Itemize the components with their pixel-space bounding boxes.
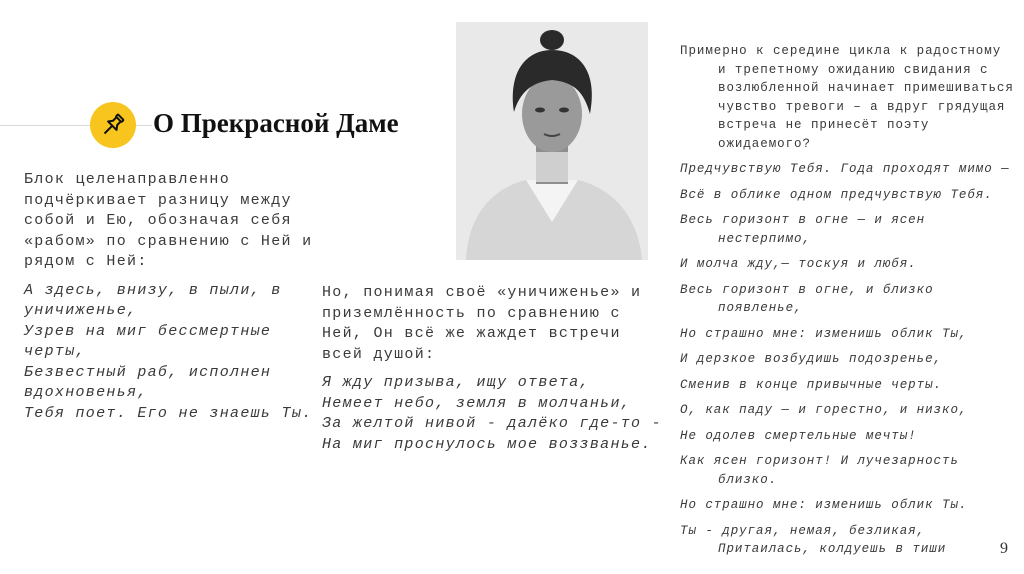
verse-line: Безвестный раб, исполнен вдохновенья,	[24, 363, 272, 401]
verse-line: Я жду призыва, ищу ответа,	[322, 374, 590, 391]
verse-line: Узрев на миг бессмертные черты,	[24, 322, 272, 360]
verse-line: Весь горизонт в огне — и ясен нестерпимо,	[680, 213, 926, 246]
middle-column	[322, 283, 662, 455]
verse-line: Немеет небо, земля в молчаньи,	[322, 394, 632, 412]
slide-title: О Прекрасной Даме	[153, 108, 399, 138]
verse-line: Но страшно мне: изменишь облик Ты.	[680, 498, 968, 512]
verse-line: А здесь, внизу, в пыли, в уничиженье,	[24, 281, 282, 319]
verse-line: И дерзкое возбудишь подозренье,	[680, 352, 942, 366]
middle-intro: Но, понимая своё «уничиженье» и приземлённость по сравнению с Ней, Он всё же жаждет встречи всей душой:	[322, 284, 642, 363]
verse-line: Тебя поет. Его не знаешь Ты.	[24, 404, 313, 422]
page-number: 9	[1000, 540, 1008, 557]
portrait-photo	[456, 22, 648, 260]
middle-verse	[322, 373, 662, 455]
verse-line: Сменив в конце привычные черты.	[680, 377, 942, 392]
right-intro: Примерно к середине цикла к радостному и трепетному ожиданию свидания с возлюбленной начинает примешиваться чувство тревоги – а вдруг грядущая встреча не принесёт поэту ожидаемого?	[680, 44, 1014, 151]
verse-line: И молча жду,— тоскуя и любя.	[680, 257, 917, 271]
verse-line: Всё в облике одном предчувствую Тебя.	[680, 187, 993, 202]
pushpin-icon	[90, 102, 136, 148]
verse-line: Ты - другая, немая, безликая, Притаилась, колдуешь в тиши	[680, 523, 947, 556]
verse-line: О, как паду — и горестно, и низко,	[680, 403, 968, 417]
left-column	[24, 170, 324, 424]
verse-line: Не одолев смертельные мечты!	[680, 428, 917, 443]
verse-line: За желтой нивой - далёко где-то -	[322, 415, 662, 432]
left-verse	[24, 281, 324, 425]
title-rule	[136, 125, 152, 126]
left-intro: Блок целенаправленно подчёркивает разницу между собой и Ею, обозначая себя «рабом» по сравнению с Ней и рядом с Ней:	[24, 171, 313, 270]
verse-line: Как ясен горизонт! И лучезарность близко.	[680, 454, 959, 487]
verse-line: Весь горизонт в огне, и близко появленье,	[680, 282, 934, 315]
verse-line: Но страшно мне: изменишь облик Ты,	[680, 326, 968, 341]
verse-line: На миг проснулось мое воззванье.	[322, 435, 652, 453]
title-rule	[0, 125, 90, 126]
verse-line: Предчувствую Тебя. Года проходят мимо —	[680, 162, 1010, 176]
right-column	[680, 42, 1015, 566]
